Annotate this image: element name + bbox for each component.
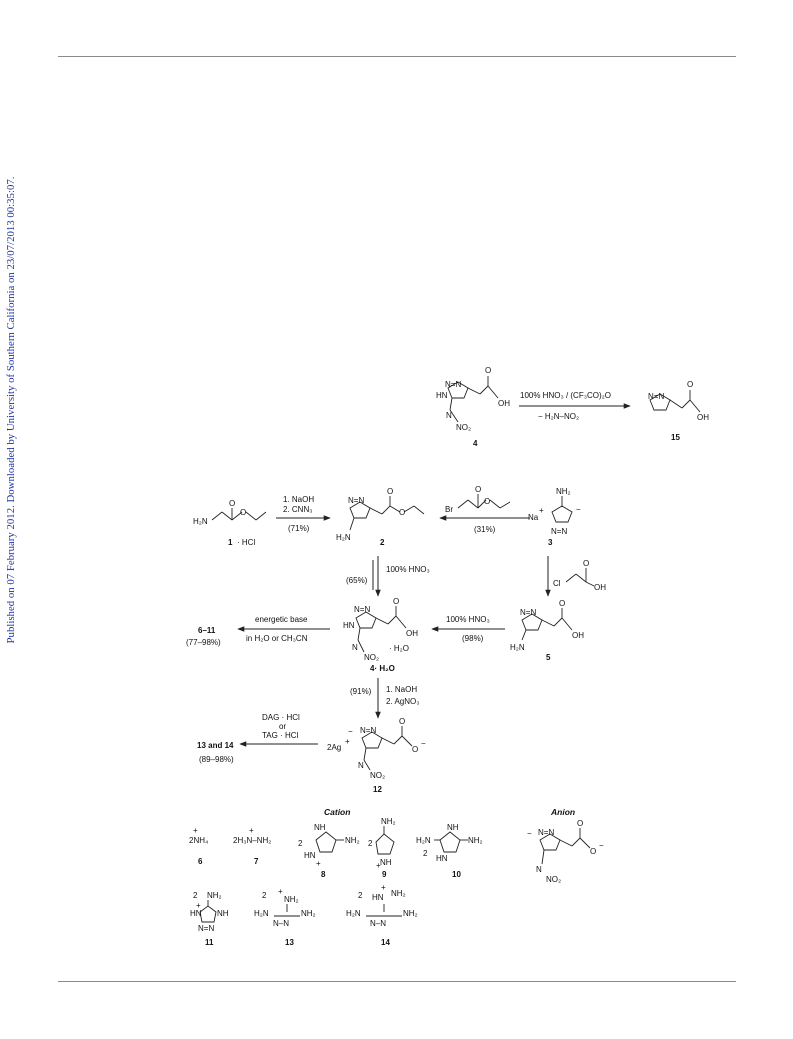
atom-label: NH (447, 823, 459, 832)
charge-minus: − (527, 829, 532, 838)
cation-9 (368, 817, 396, 879)
compound-label: 8 (321, 870, 326, 879)
atom-label: NH₂ (391, 889, 406, 898)
anion-structure (527, 819, 604, 884)
step-reagent: DAG · HCl (262, 713, 300, 722)
charge-plus: + (345, 737, 350, 746)
atom-label: OH (572, 631, 584, 640)
atom-label: H₂N (510, 643, 525, 652)
salt-label: · HCl (237, 538, 256, 547)
cation-header: Cation (324, 807, 351, 817)
charge-plus: + (278, 887, 283, 896)
cation-13 (254, 887, 316, 947)
charge-plus: + (196, 901, 201, 910)
atom-label: O (485, 366, 492, 375)
compound-label: 1 (228, 538, 233, 547)
atom-label: O (583, 559, 590, 568)
publication-note: Published on 07 February 2012. Downloaded by University of Southern California on 23/07/2013 00:35:07. (5, 176, 17, 644)
compound-3-structure (528, 487, 581, 547)
step-reagent: energetic base (255, 615, 308, 624)
atom-label: O (393, 597, 400, 606)
atom-label: OH (498, 399, 510, 408)
atom-label: N (536, 865, 542, 874)
atom-label: NH₂ (284, 895, 299, 904)
compound-1-structure (193, 499, 266, 547)
atom-label: N=N (348, 496, 365, 505)
charge-plus: + (316, 859, 321, 868)
atom-label: NH₂ (403, 909, 418, 918)
atom-label: H₂N (254, 909, 269, 918)
atom-label: O (577, 819, 584, 828)
atom-label: O (687, 380, 694, 389)
charge-plus: + (381, 883, 386, 892)
bromoacetate-structure (445, 485, 510, 514)
atom-label: NO₂ (546, 875, 562, 884)
step-yield: (91%) (350, 687, 372, 696)
product-yield: (89–98%) (199, 755, 234, 764)
step-reagent: or (279, 722, 287, 731)
atom-label: HN (436, 391, 448, 400)
compound-label: 14 (381, 938, 390, 947)
atom-label: O (240, 508, 247, 517)
atom-label: NO₂ (456, 423, 472, 432)
atom-label: N–N (370, 919, 387, 928)
atom-label: NH₂ (381, 817, 396, 826)
step-yield: (31%) (474, 525, 496, 534)
cation-14 (346, 883, 418, 947)
cation-coefficient: 2 (193, 891, 198, 900)
counterion-label: 2Ag (327, 743, 342, 752)
atom-label: NH₂ (301, 909, 316, 918)
atom-label: NH₂ (468, 836, 483, 845)
cation-coefficient: 2 (368, 839, 373, 848)
atom-label: O (387, 487, 394, 496)
compound-4-hydrate-structure (343, 597, 418, 673)
atom-label: O (399, 508, 406, 517)
scheme-1 (436, 366, 709, 448)
atom-label: N=N (354, 605, 371, 614)
atom-label: H₂N (193, 517, 208, 526)
atom-label: NH (380, 858, 392, 867)
reagent-label: 100% HNO₃ / (CF₃CO)₂O (520, 391, 611, 400)
atom-label: NH₂ (345, 836, 360, 845)
atom-label: N=N (551, 527, 568, 536)
step-reagent: in H₂O or CH₃CN (246, 634, 308, 643)
atom-label: N=N (198, 924, 215, 933)
reagent-label: − H₂N–NO₂ (538, 412, 580, 421)
charge-minus: − (576, 505, 581, 514)
atom-label: O (475, 485, 482, 494)
compound-4-structure (436, 366, 510, 448)
step-reagent: 100% HNO₃ (386, 565, 430, 574)
compound-2-structure (336, 487, 424, 547)
atom-label: N=N (360, 726, 377, 735)
compound-label: 2 (380, 538, 385, 547)
step-yield: (65%) (346, 576, 368, 585)
atom-label: HN (304, 851, 316, 860)
atom-label: NH₂ (207, 891, 222, 900)
charge-minus: − (348, 727, 353, 736)
step-reagent: 100% HNO₃ (446, 615, 490, 624)
product-range-label: 13 and 14 (197, 741, 234, 750)
charge-plus: + (249, 826, 254, 835)
atom-label: N (358, 761, 364, 770)
atom-label: NH (314, 823, 326, 832)
cation-8 (298, 823, 360, 879)
cation-coefficient: 2 (298, 839, 303, 848)
charge-minus: − (421, 739, 426, 748)
atom-label: O (590, 847, 597, 856)
cation-7 (233, 826, 271, 866)
product-range-label: 6–11 (198, 626, 216, 635)
cation-formula: 2NH₄ (189, 836, 209, 845)
atom-label: OH (406, 629, 418, 638)
compound-label: 12 (373, 785, 382, 794)
anion-header: Anion (551, 807, 576, 817)
cation-11 (190, 891, 229, 947)
atom-label: H₂N (336, 533, 351, 542)
atom-label: O (484, 497, 491, 506)
compound-label: 15 (671, 433, 680, 442)
atom-label: N=N (648, 392, 665, 401)
step-yield: (71%) (288, 524, 310, 533)
atom-label: Na (528, 513, 539, 522)
step-reagent: 2. CNN₃ (283, 505, 313, 514)
compound-label: 13 (285, 938, 294, 947)
atom-label: N (352, 643, 358, 652)
atom-label: O (559, 599, 566, 608)
atom-label: N=N (538, 828, 555, 837)
atom-label: NH (217, 909, 229, 918)
cation-6 (189, 826, 208, 866)
chloroacetic-acid-structure (553, 559, 606, 592)
compound-label: 3 (548, 538, 553, 547)
compound-label: 6 (198, 857, 203, 866)
atom-label: NO₂ (364, 653, 380, 662)
hydrate-label: · H₂O (389, 644, 409, 653)
atom-label: N (446, 411, 452, 420)
compound-label: 9 (382, 870, 387, 879)
cation-coefficient: 2 (262, 891, 267, 900)
atom-label: N=N (520, 608, 537, 617)
step-reagent: 2. AgNO₃ (386, 697, 420, 706)
atom-label: Cl (553, 579, 561, 588)
compound-12-structure (327, 717, 426, 794)
atom-label: O (399, 717, 406, 726)
atom-label: HN (343, 621, 355, 630)
atom-label: HN (436, 854, 448, 863)
charge-minus: − (599, 841, 604, 850)
cation-coefficient: 2 (358, 891, 363, 900)
scheme-2 (186, 485, 606, 947)
atom-label: H₂N (416, 836, 431, 845)
cation-10 (416, 823, 483, 879)
compound-label: 10 (452, 870, 461, 879)
step-reagent: TAG · HCl (262, 731, 299, 740)
compound-label: 4 (473, 439, 478, 448)
atom-label: H₂N (346, 909, 361, 918)
compound-label: 4· H₂O (370, 664, 395, 673)
atom-label: N–N (273, 919, 290, 928)
compound-label: 7 (254, 857, 259, 866)
charge-plus: + (376, 861, 381, 870)
atom-label: N=N (445, 380, 462, 389)
atom-label: HN (372, 893, 384, 902)
charge-plus: + (539, 506, 544, 515)
step-reagent: 1. NaOH (386, 685, 418, 694)
compound-5-structure (510, 599, 584, 662)
atom-label: OH (594, 583, 606, 592)
atom-label: NH₂ (556, 487, 571, 496)
atom-label: O (412, 745, 419, 754)
atom-label: NO₂ (370, 771, 386, 780)
step-reagent: 1. NaOH (283, 495, 315, 504)
atom-label: Br (445, 505, 453, 514)
cation-formula: 2H₃N–NH₂ (233, 836, 272, 845)
product-yield: (77–98%) (186, 638, 221, 647)
cation-coefficient: 2 (423, 849, 428, 858)
atom-label: O (229, 499, 236, 508)
compound-label: 5 (546, 653, 551, 662)
compound-15-structure (648, 380, 709, 442)
atom-label: OH (697, 413, 709, 422)
charge-plus: + (193, 826, 198, 835)
atom-label: HN (190, 909, 202, 918)
compound-label: 11 (205, 938, 214, 947)
step-yield: (98%) (462, 634, 484, 643)
